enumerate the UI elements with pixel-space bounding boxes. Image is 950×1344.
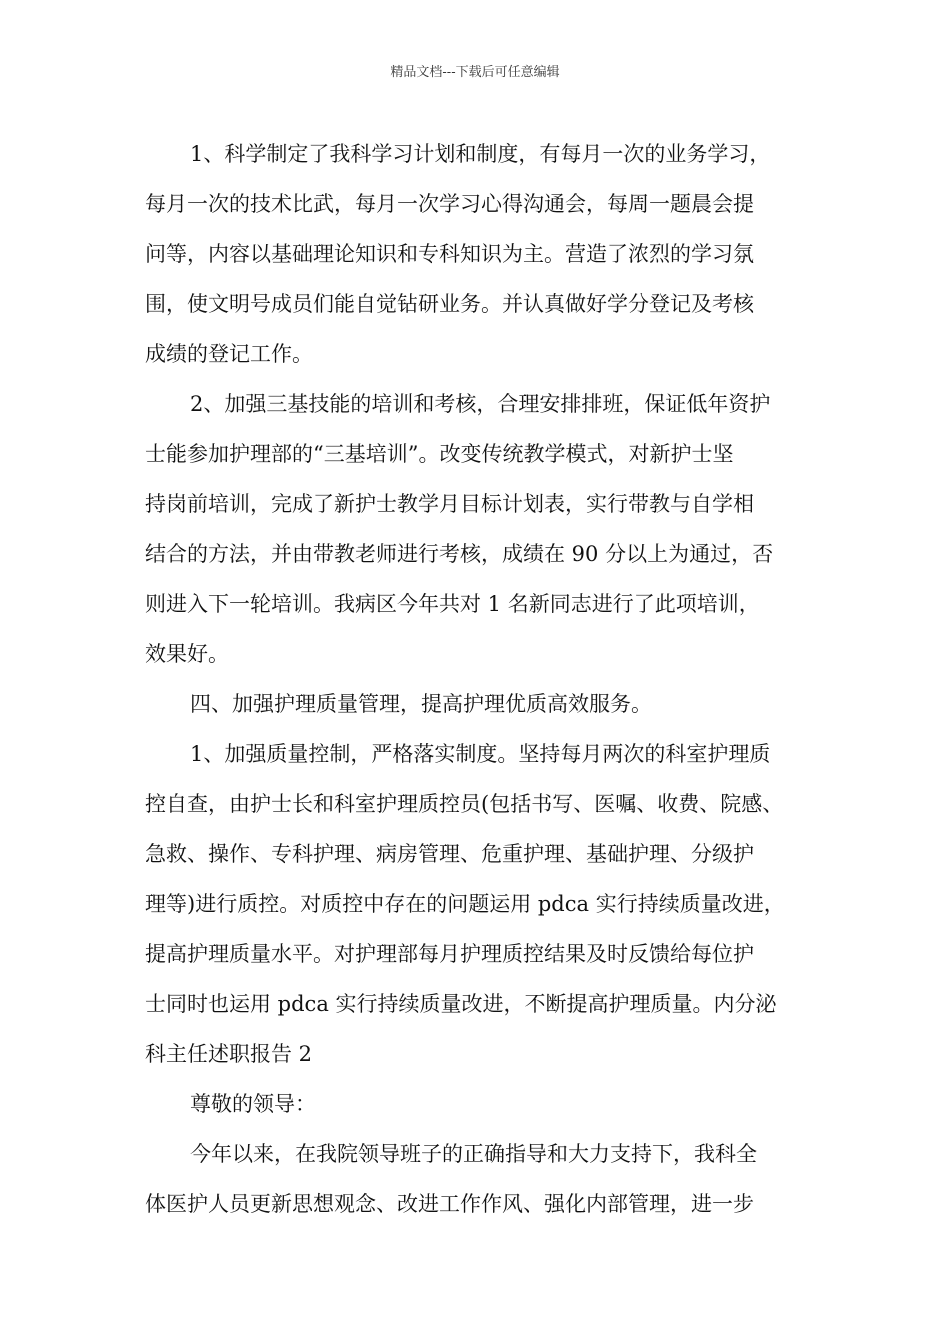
text-line: 体医护人员更新思想观念、改进工作作风、强化内部管理，进一步 (145, 1192, 754, 1216)
text-line: 持岗前培训，完成了新护士教学月目标计划表，实行带教与自学相 (145, 492, 754, 516)
text-line: 科主任述职报告 2 (145, 1042, 313, 1066)
text-line: 提高护理质量水平。对护理部每月护理质控结果及时反馈给每位护 (145, 942, 754, 966)
text-line: 1、科学制定了我科学习计划和制度，有每月一次的业务学习， (190, 142, 771, 166)
text-line: 成绩的登记工作。 (145, 342, 313, 366)
text-line: 尊敬的领导： (190, 1092, 316, 1116)
text-line: 四、加强护理质量管理，提高护理优质高效服务。 (190, 692, 652, 716)
document-body (145, 129, 820, 1229)
text-line: 则进入下一轮培训。我病区今年共对 1 名新同志进行了此项培训， (145, 592, 760, 616)
text-line: 每月一次的技术比武，每月一次学习心得沟通会，每周一题晨会提 (145, 192, 754, 216)
text-line: 士同时也运用 pdca 实行持续质量改进，不断提高护理质量。内分泌 (145, 992, 777, 1016)
text-line: 效果好。 (145, 642, 229, 666)
text-line: 围，使文明号成员们能自觉钻研业务。并认真做好学分登记及考核 (145, 292, 754, 316)
text-line: 问等，内容以基础理论知识和专科知识为主。营造了浓烈的学习氛 (145, 242, 754, 266)
text-line: 2、加强三基技能的培训和考核，合理安排排班，保证低年资护 (190, 392, 771, 416)
text-line: 今年以来，在我院领导班子的正确指导和大力支持下，我科全 (190, 1142, 757, 1166)
text-line: 士能参加护理部的“三基培训”。改变传统教学模式，对新护士坚 (145, 442, 734, 466)
text-line: 结合的方法，并由带教老师进行考核，成绩在 90 分以上为通过，否 (145, 542, 774, 566)
page-header: 精品文档---下载后可任意编辑 (390, 65, 560, 80)
text-line: 急救、操作、专科护理、病房管理、危重护理、基础护理、分级护 (145, 842, 754, 866)
text-line: 理等)进行质控。对质控中存在的问题运用 pdca 实行持续质量改进， (145, 892, 785, 916)
text-line: 1、加强质量控制，严格落实制度。坚持每月两次的科室护理质 (190, 742, 771, 766)
text-line: 控自查，由护士长和科室护理质控员(包括书写、医嘱、收费、院感、 (145, 792, 784, 816)
